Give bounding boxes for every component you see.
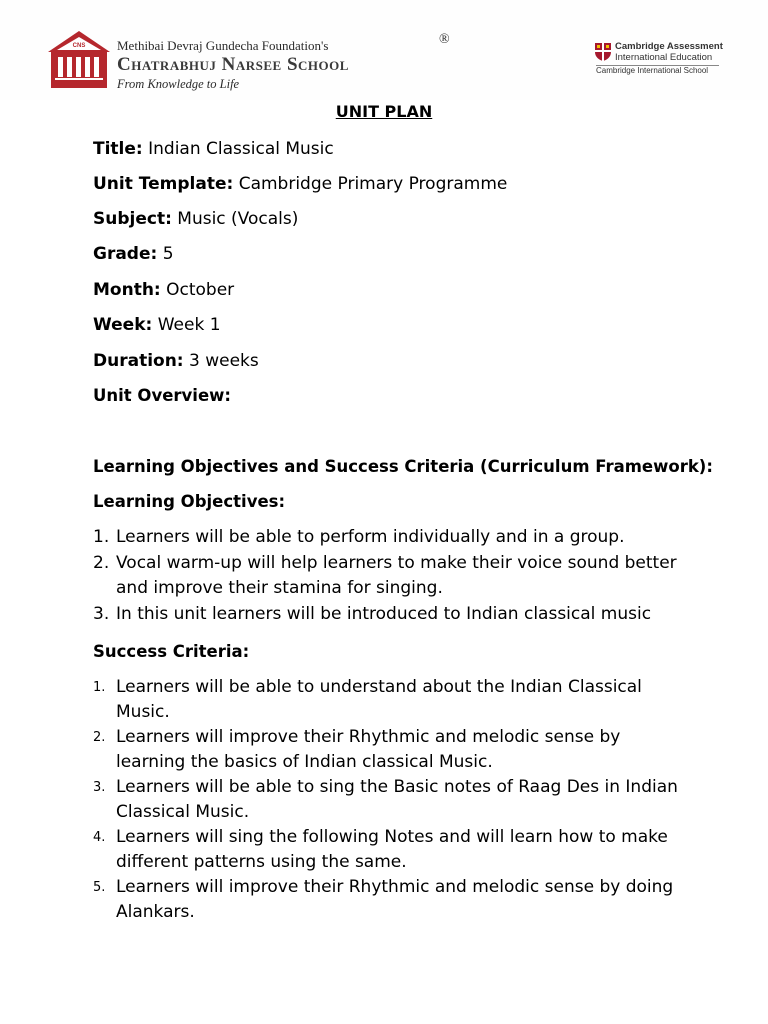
list-item bbox=[93, 602, 693, 628]
field-value: 3 weeks bbox=[189, 351, 259, 371]
cambridge-line-1: Cambridge Assessment bbox=[615, 41, 723, 52]
list-number: 2. bbox=[93, 730, 106, 745]
list-item bbox=[93, 775, 693, 825]
success-criteria-heading: Success Criteria: bbox=[93, 642, 250, 661]
list-item bbox=[93, 525, 693, 551]
field-value: Week 1 bbox=[157, 315, 221, 335]
list-text: Learners will be able to sing the Basic notes of Raag Des in Indian Classical Music. bbox=[116, 777, 678, 822]
field-label: Month: bbox=[93, 280, 161, 300]
list-text: Learners will be able to understand about the Indian Classical Music. bbox=[116, 677, 642, 722]
field-month bbox=[93, 279, 234, 301]
school-tagline: From Knowledge to Life bbox=[117, 77, 240, 91]
field-subject bbox=[93, 208, 298, 230]
school-name-block bbox=[117, 32, 450, 92]
school-name: Chatrabhuj Narsee School bbox=[117, 54, 349, 75]
list-item bbox=[93, 675, 693, 725]
document-title: UNIT PLAN bbox=[335, 102, 433, 121]
list-item bbox=[93, 551, 693, 602]
school-logo-icon bbox=[46, 30, 112, 90]
list-text: Learners will improve their Rhythmic and melodic sense by doing Alankars. bbox=[116, 877, 674, 922]
list-text: Learners will sing the following Notes and will learn how to make different patterns using the same. bbox=[116, 827, 668, 872]
field-label: Subject: bbox=[93, 209, 172, 229]
list-text: Vocal warm-up will help learners to make their voice sound better and improve their stamina for singing. bbox=[116, 552, 677, 598]
list-number: 2. bbox=[93, 552, 110, 573]
cambridge-line-3: Cambridge International School bbox=[596, 66, 709, 75]
list-number: 3. bbox=[93, 780, 106, 795]
letterhead bbox=[0, 0, 768, 100]
foundation-name: Methibai Devraj Gundecha Foundation's bbox=[117, 38, 329, 53]
svg-text:CNS: CNS bbox=[72, 43, 86, 49]
list-text: Learners will improve their Rhythmic and melodic sense by learning the basics of Indian classical Music. bbox=[116, 727, 621, 772]
cambridge-shield-icon bbox=[594, 42, 612, 62]
learning-objectives-list bbox=[93, 525, 693, 627]
field-unit-template bbox=[93, 173, 507, 195]
learning-objectives-heading: Learning Objectives: bbox=[93, 492, 286, 511]
field-label: Title: bbox=[93, 139, 143, 159]
field-label: Week: bbox=[93, 315, 153, 335]
field-label: Duration: bbox=[93, 351, 184, 371]
success-criteria-list bbox=[93, 675, 693, 925]
cambridge-line-2: International Education bbox=[615, 52, 713, 63]
list-item bbox=[93, 875, 693, 925]
list-number: 1. bbox=[93, 527, 110, 547]
field-week bbox=[93, 314, 221, 336]
list-number: 5. bbox=[93, 880, 106, 895]
registered-mark: ® bbox=[439, 32, 450, 47]
list-item bbox=[93, 825, 693, 875]
list-number: 1. bbox=[93, 680, 106, 695]
field-label: Grade: bbox=[93, 244, 158, 264]
list-number: 4. bbox=[93, 830, 106, 845]
field-value: Cambridge Primary Programme bbox=[238, 174, 508, 194]
field-title bbox=[93, 138, 334, 160]
field-value: 5 bbox=[162, 244, 174, 264]
field-label: Unit Template: bbox=[93, 174, 234, 194]
list-item bbox=[93, 725, 693, 775]
lo-sc-heading: Learning Objectives and Success Criteria (Curriculum Framework): bbox=[93, 457, 713, 476]
field-value: Indian Classical Music bbox=[148, 139, 334, 159]
field-duration bbox=[93, 350, 259, 372]
list-number: 3. bbox=[93, 603, 110, 624]
field-value: Music (Vocals) bbox=[177, 209, 299, 229]
list-text: In this unit learners will be introduced to Indian classical music bbox=[116, 603, 652, 624]
field-grade bbox=[93, 243, 174, 265]
list-text: Learners will be able to perform individually and in a group. bbox=[116, 527, 625, 547]
field-value: October bbox=[166, 280, 235, 300]
unit-overview-heading: Unit Overview: bbox=[93, 386, 231, 405]
